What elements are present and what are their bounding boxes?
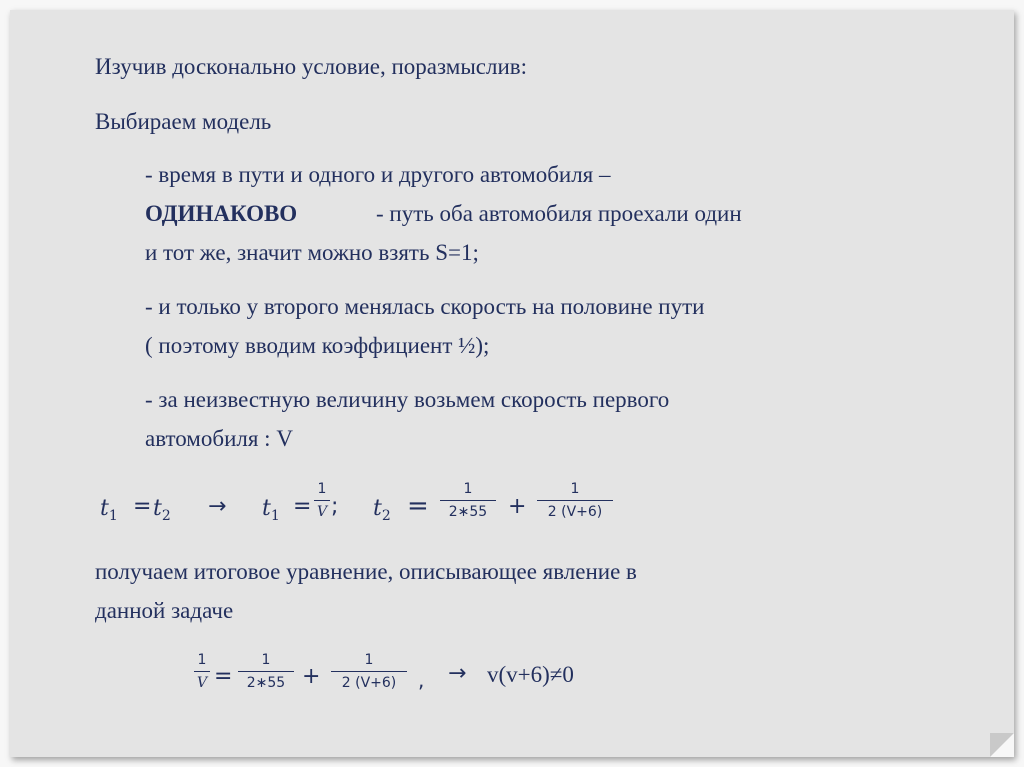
formula-t2-lhs: $t_2$ — [153, 496, 171, 524]
formula-equals-3: = — [407, 491, 429, 521]
fraction-1-over-2x55: 1 2∗55 — [440, 481, 496, 520]
formula2-plus: + — [302, 664, 321, 689]
formula-semicolon: ; — [331, 494, 339, 519]
text-line-3: - время в пути и одного и другого автомобиля – — [145, 162, 611, 187]
formula2-condition: v(v+6)≠0 — [487, 662, 574, 687]
formula-t1-lhs: $t_1$ — [100, 496, 118, 524]
text-line-4-bold: ОДИНАКОВО — [145, 201, 298, 226]
formula-arrow: → — [208, 494, 227, 519]
fraction-1-over-2-v-plus-6-2: 1 2 (V+6) — [331, 652, 407, 691]
text-line-6: - и только у второго менялась скорость на половине пути — [145, 294, 705, 319]
formula-plus: + — [508, 494, 527, 519]
text-line-1: Изучив досконально условие, поразмыслив: — [95, 54, 528, 79]
fraction-1-over-v-2: 1 V — [194, 652, 210, 691]
fraction-1-over-v: 1 V — [314, 481, 330, 520]
text-line-10: получаем итоговое уравнение, описывающее явление в — [95, 559, 637, 584]
formula-equals: = — [133, 494, 152, 519]
text-line-7: ( поэтому вводим коэффициент ½); — [145, 333, 490, 358]
formula-equals-2: = — [293, 494, 312, 519]
formula2-equals: = — [214, 664, 233, 689]
text-line-9: автомобиля : V — [145, 426, 293, 451]
text-line-11: данной задаче — [95, 598, 234, 623]
formula-t1: $t_1$ — [262, 496, 280, 524]
text-line-8: - за неизвестную величину возьмем скорость первого — [145, 387, 670, 412]
fraction-1-over-2x55-2: 1 2∗55 — [238, 652, 294, 691]
formula-t2: $t_2$ — [373, 496, 391, 524]
formula2-comma: , — [418, 668, 425, 692]
text-line-4: - путь оба автомобиля проехали один — [376, 201, 742, 226]
formula2-arrow: → — [448, 661, 467, 686]
page-fold-corner — [990, 733, 1014, 757]
text-line-2: Выбираем модель — [95, 109, 272, 134]
text-line-5: и тот же, значит можно взять S=1; — [145, 240, 479, 265]
fraction-1-over-2-v-plus-6: 1 2 (V+6) — [537, 481, 613, 520]
